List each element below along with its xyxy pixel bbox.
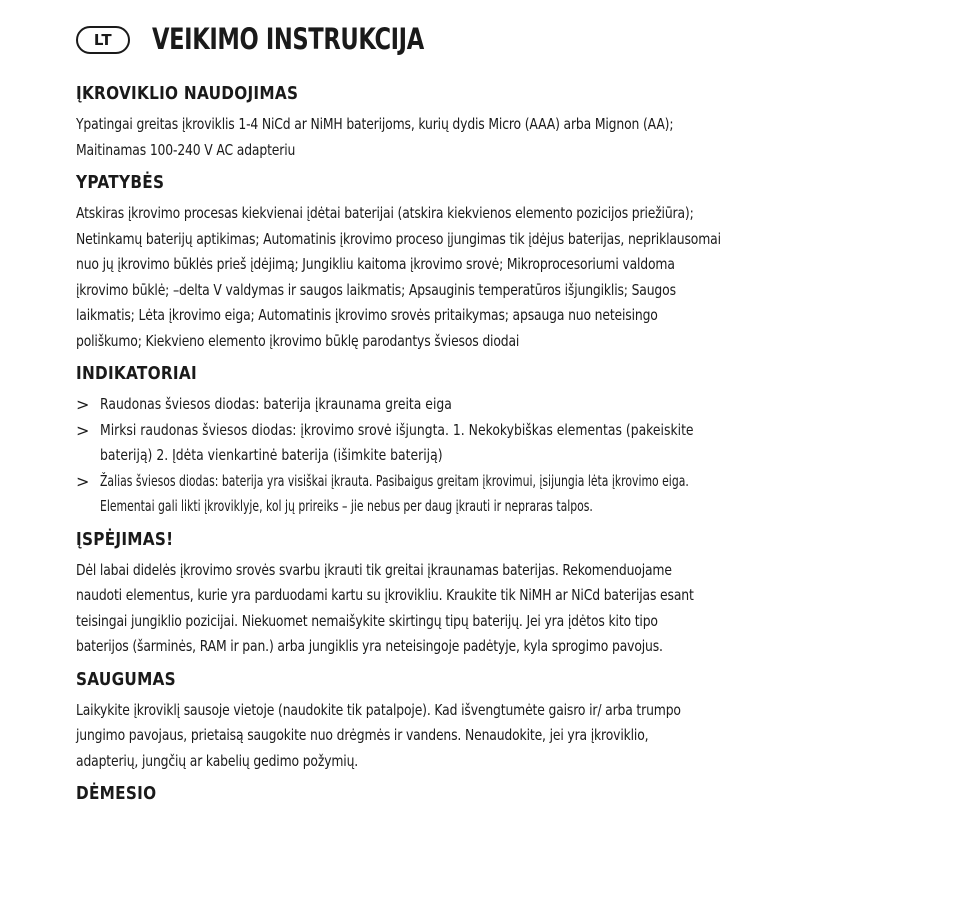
text-line: teisingai jungiklio pozicijai. Niekuomet nemaišykite skirtingų tipų baterijų. Jei yra įdėtos kito tipo [76,611,658,630]
text-line: Raudonas šviesos diodas: baterija įkraunama greita eiga [100,395,452,413]
usage-paragraph [76,112,886,163]
list-item [76,392,886,418]
text-line: Ypatingai greitas įkroviklis 1-4 NiCd ar NiMH baterijoms, kurių dydis Micro (AAA) arba Mignon (AA); [76,115,674,133]
section-safety [76,668,886,775]
text-line: naudoti elementus, kurie yra parduodami kartu su įkrovikliu. Kraukite tik NiMH ar NiCd baterijas esant [76,586,694,604]
section-warning [76,528,886,660]
warning-paragraph [76,558,886,660]
language-badge: LT [76,26,130,54]
text-line: laikmatis; Lėta įkrovimo eiga; Automatinis įkrovimo srovės pritaikymas; apsauga nuo neteisingo [76,306,658,324]
text-line: Laikykite įkroviklį sausoje vietoje (naudokite tik patalpoje). Kad išvengtumėte gaisro ir/ arba trumpo [76,700,681,719]
text-line: Mirksi raudonas šviesos diodas: įkrovimo srovė išjungta. 1. Nekokybiškas elementas (pakeiskite [100,420,694,439]
text-line: baterijos (šarminės, RAM ir pan.) arba jungiklis yra neteisingoje padėtyje, kyla sprogimo pavojus. [76,637,663,655]
indicator-list [76,392,886,520]
text-line: Netinkamų baterijų aptikimas; Automatinis įkrovimo proceso įjungimas tik įdėjus baterijas, nepriklausomai [76,229,721,248]
list-item [76,469,886,520]
text-line: jungimo pavojaus, prietaisą saugokite nuo drėgmės ir vandens. Nenaudokite, jei yra įkroviklio, [76,726,649,744]
text-line: Maitinamas 100-240 V AC adapteriu [76,140,296,159]
text-line: Žalias šviesos diodas: baterija yra visiškai įkrauta. Pasibaigus greitam įkrovimui, įsijungia lėta įkrovimo eiga. [100,471,689,490]
section-attention [76,782,886,806]
text-line: Atskiras įkrovimo procesas kiekvienai įdėtai baterijai (atskira kiekvienos elemento pozicijos priežiūra); [76,204,694,222]
text-line: bateriją) 2. Įdėta vienkartinė baterija (išimkite bateriją) [100,446,443,464]
bullet-arrow-icon: > [76,420,90,440]
text-line: poliškumo; Kiekvieno elemento įkrovimo būklę parodantys šviesos diodai [76,331,520,350]
section-heading-features: YPATYBĖS [76,172,165,193]
section-heading-indicators: INDIKATORIAI [76,363,197,384]
text-line: Elementai gali likti įkroviklyje, kol jų prireiks – jie nebus per daug įkrauti ir nepraras talpos. [100,497,593,515]
section-heading-attention: DĖMESIO [76,783,157,804]
section-indicators [76,362,886,520]
features-paragraph [76,201,886,354]
safety-paragraph [76,698,886,775]
text-line: Dėl labai didelės įkrovimo srovės svarbu įkrauti tik greitai įkraunamas baterijas. Rekomenduojame [76,560,672,579]
section-usage [76,82,886,163]
text-line: nuo jų įkrovimo būklės prieš įdėjimą; Jungikliu kaitoma įkrovimo srovė; Mikroprocesoriumi valdoma [76,255,675,273]
section-heading-warning: ĮSPĖJIMAS! [76,528,174,550]
document-page [76,18,886,806]
section-heading-usage: ĮKROVIKLIO NAUDOJIMAS [76,83,299,104]
text-line: adapterių, jungčių ar kabelių gedimo požymių. [76,751,359,770]
document-title: VEIKIMO INSTRUKCIJA [152,22,424,56]
section-features [76,171,886,354]
text-line: įkrovimo būklė; –delta V valdymas ir saugos laikmatis; Apsauginis temperatūros išjungiklis; Saugos [76,280,676,299]
bullet-arrow-icon: > [76,471,90,491]
bullet-arrow-icon: > [76,395,90,414]
section-heading-safety: SAUGUMAS [76,668,176,690]
list-item [76,418,886,469]
title-row [76,18,886,60]
